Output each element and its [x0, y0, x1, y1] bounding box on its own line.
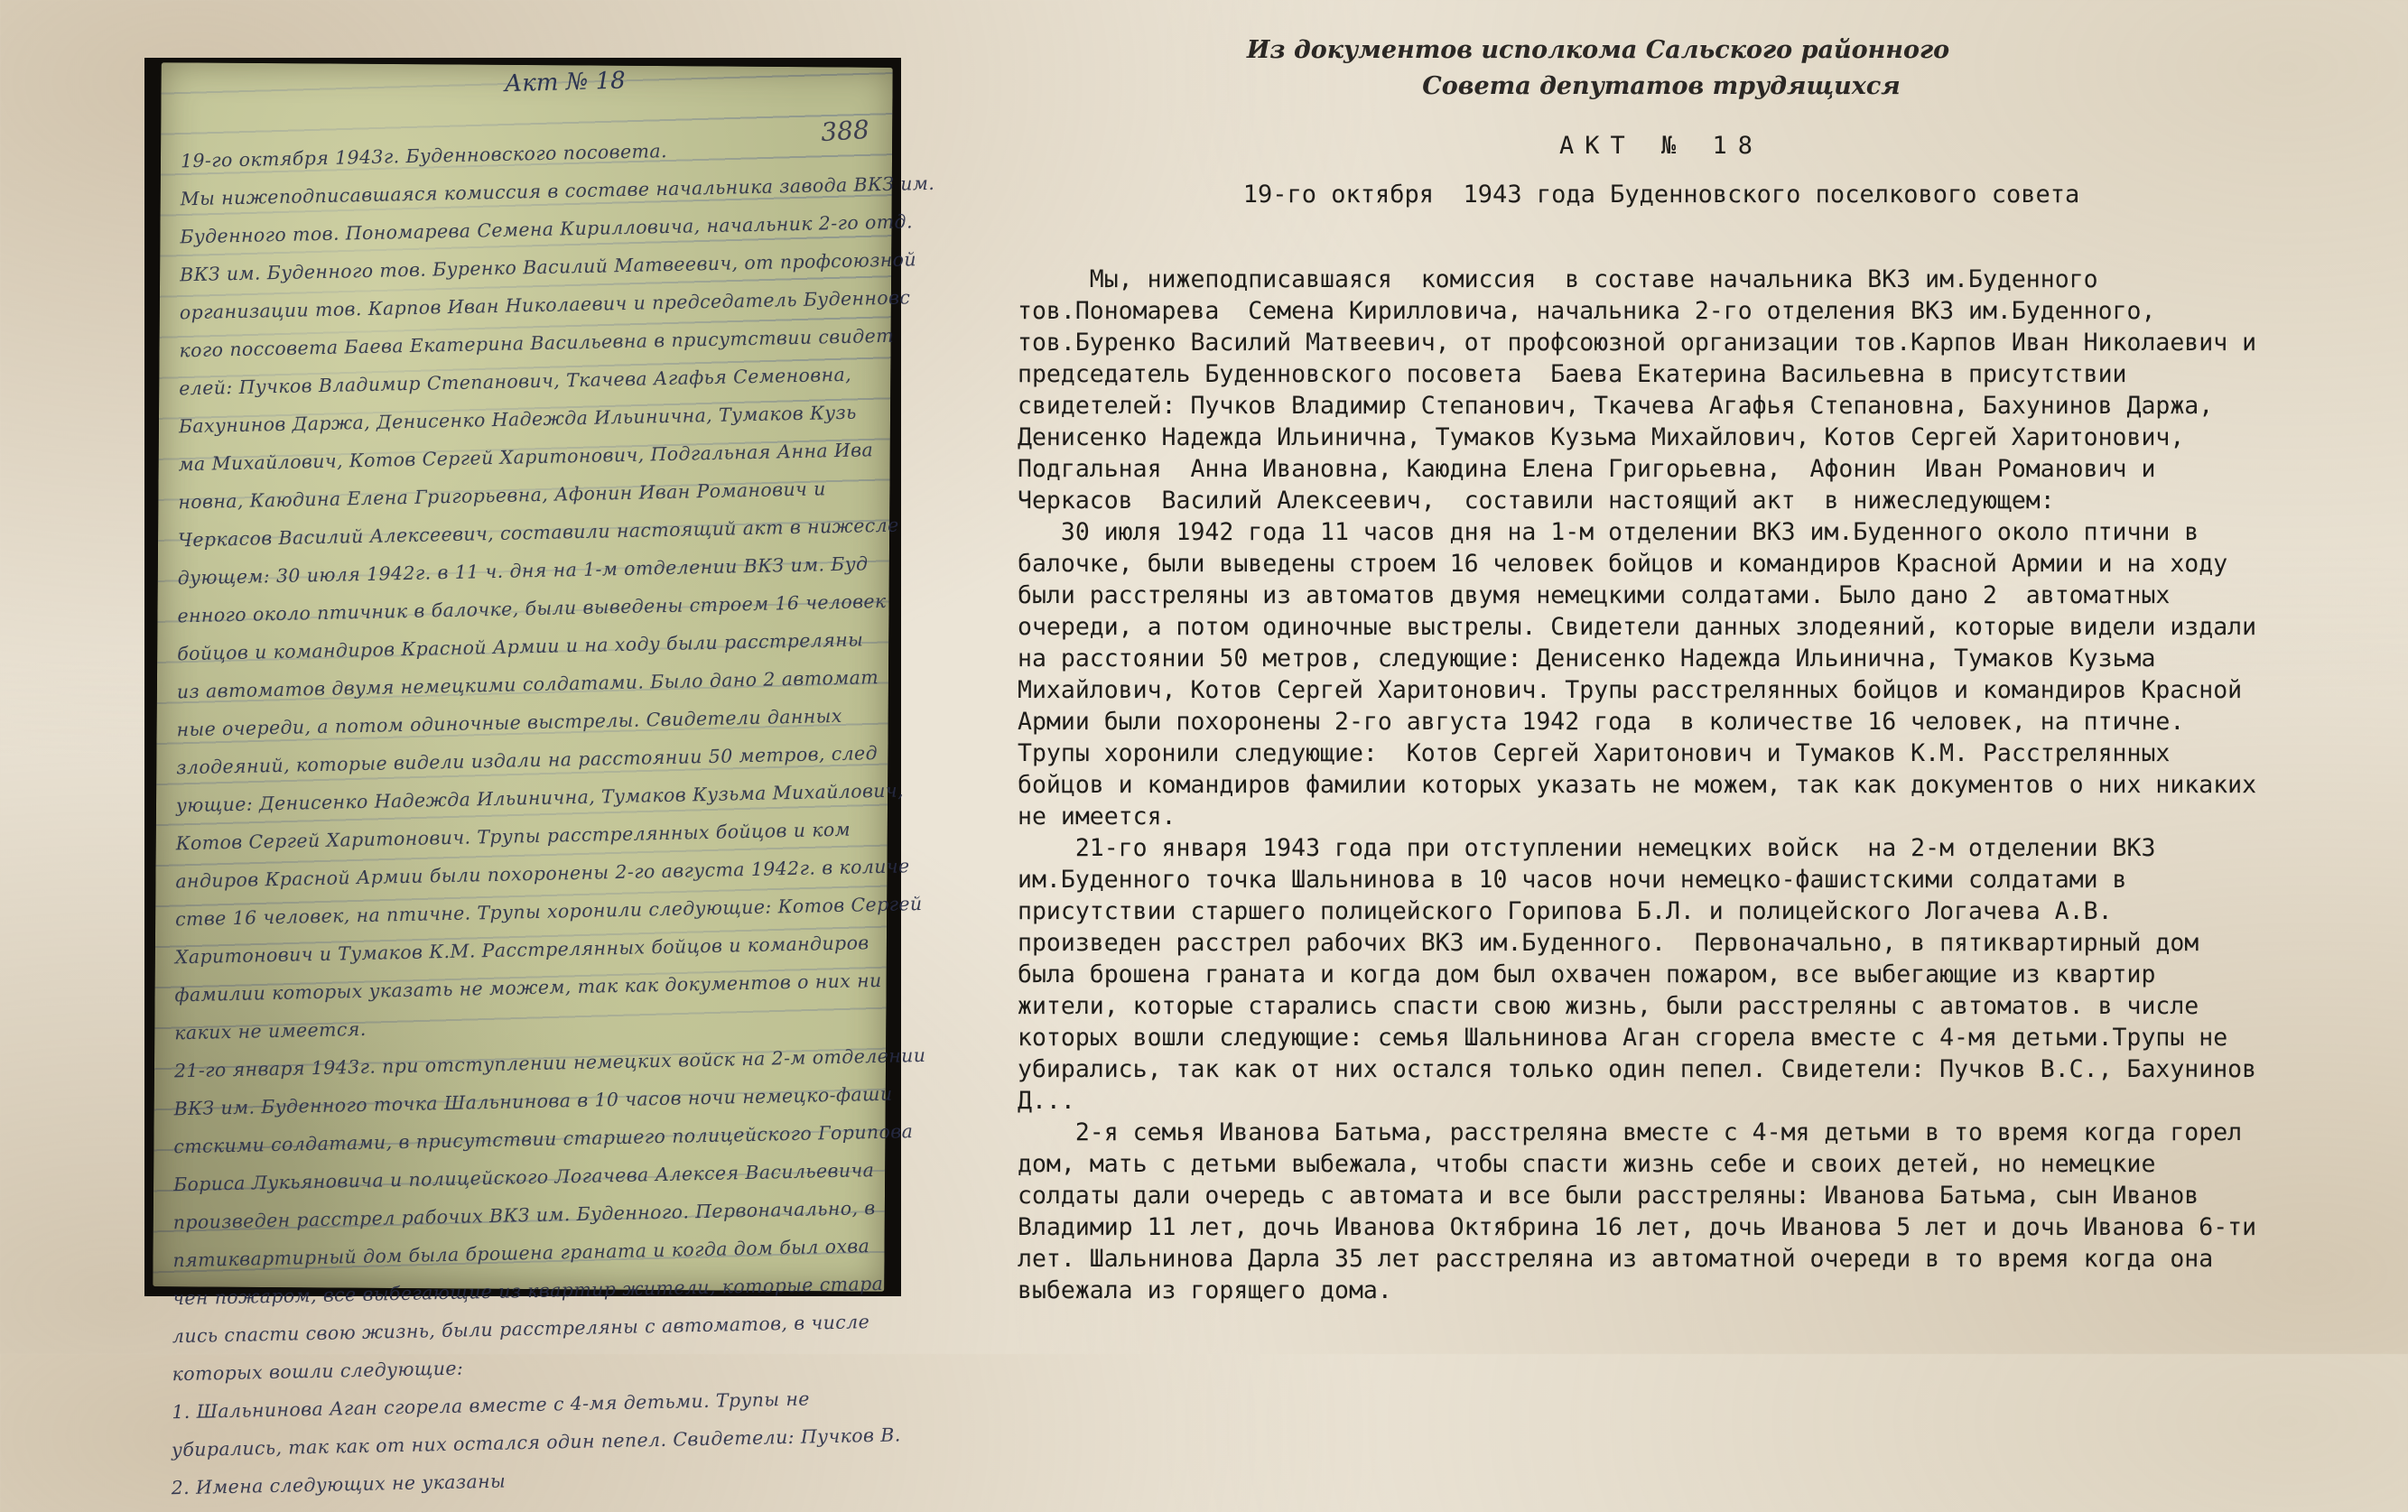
handwritten-line: которых вошли следующие: [172, 1357, 464, 1386]
handwritten-line: Черкасов Василий Алексеевич, составили настоящий акт в нижесле [177, 514, 899, 552]
handwritten-line: 1. Шальнинова Аган сгорела вместе с 4-мя детьми. Трупы не [172, 1387, 811, 1424]
transcription-line: Подгальная Анна Ивановна, Каюдина Елена Григорьевна, Афонин Иван Романович и [1018, 455, 2156, 483]
transcription-line: 2-я семья Иванова Батьма, расстреляна вместе с 4-мя детьми в то время когда горел [1018, 1118, 2243, 1146]
transcription-line: жители, которые старались спасти свою жизнь, были расстреляны с автоматов. в числе [1018, 992, 2199, 1020]
transcription-line: на расстоянии 50 метров, следующие: Денисенко Надежда Ильинична, Тумаков Кузьма [1018, 645, 2156, 673]
transcription-line: дом, мать с детьми выбежала, чтобы спасти жизнь себе и своих детей, но немецкие [1018, 1150, 2156, 1178]
handwritten-line: чен пожаром, все выбегающие из квартир жители, которые стара [172, 1272, 884, 1310]
handwritten-line: каких не имеется. [173, 1017, 367, 1044]
transcription-line: Мы, нижеподписавшаяся комиссия в составе начальника ВКЗ им.Буденного [1018, 265, 2098, 293]
handwritten-line: дующем: 30 июля 1942г. в 11 ч. дня на 1-м отделении ВКЗ им. Буд [177, 552, 869, 589]
transcription-line: тов.Буренко Василий Матвеевич, от профсоюзной организации тов.Карпов Иван Николаевич и [1018, 329, 2257, 357]
transcription-line: председатель Буденновского посовета Баева Екатерина Васильевна в присутствии [1018, 360, 2127, 388]
transcription-line: не имеется. [1018, 802, 1176, 830]
transcription-line: произведен расстрел рабочих ВКЗ им.Буденного. Первоначально, в пятиквартирный дом [1018, 929, 2199, 957]
transcription-line: очереди, а потом одиночные выстрелы. Свидетели данных злодеяний, которые видели издали [1018, 613, 2257, 641]
transcription-line: была брошена граната и когда дом был охвачен пожаром, все выбегающие из квартир [1018, 960, 2156, 988]
handwritten-line: андиров Красной Армии были похоронены 2-го августа 1942г. в количе [175, 855, 910, 893]
handwritten-line: произведен расстрел рабочих ВКЗ им. Буденного. Первоначально, в [172, 1197, 876, 1234]
handwritten-line: елей: Пучков Владимир Степанович, Ткачева Агафья Семеновна, [178, 363, 852, 400]
handwritten-line: Буденного тов. Пономарева Семена Кирилловича, начальник 2-го отд. [180, 210, 914, 248]
handwritten-line: ВКЗ им. Буденного тов. Буренко Василий Матвеевич, от профсоюзной [179, 248, 917, 286]
handwritten-line: ма Михайлович, Котов Сергей Харитонович, Подгальная Анна Ива [178, 439, 874, 476]
handwritten-line: организации тов. Карпов Иван Николаевич и председатель Буденновс [179, 286, 911, 324]
act-title: АКТ № 18 [1558, 132, 1764, 160]
transcription-line: 30 июля 1942 года 11 часов дня на 1-м отделении ВКЗ им.Буденного около птични в [1018, 518, 2199, 546]
transcription-line: тов.Пономарева Семена Кирилловича, начальника 2-го отделения ВКЗ им.Буденного, [1018, 297, 2156, 325]
transcription-line: выбежала из горящего дома. [1018, 1276, 1392, 1304]
handwritten-line: ВКЗ им. Буденного точка Шальнинова в 10 часов ночи немецко-фаши [173, 1082, 893, 1120]
transcription-line: балочке, были выведены строем 16 человек бойцов и командиров Красной Армии и на ходу [1018, 550, 2228, 578]
handwritten-line: лись спасти свою жизнь, были расстреляны с автоматов, в числе [172, 1311, 870, 1348]
transcription-line: убирались, так как от них остался только один пепел. Свидетели: Пучков В.С., Бахунинов [1018, 1055, 2257, 1083]
handwritten-line: злодеяний, которые видели издали на расстоянии 50 метров, след [176, 742, 879, 779]
transcription-line: им.Буденного точка Шальнинова в 10 часов ночи немецко-фашистскими солдатами в [1018, 866, 2127, 894]
handwritten-line: кого поссовета Баева Екатерина Васильевна в присутствии свидет [179, 324, 895, 362]
handwritten-line: Бориса Лукьяновича и полицейского Логачева Алексея Васильевича [172, 1159, 875, 1196]
transcription-line: Владимир 11 лет, дочь Иванова Октябрина 16 лет, дочь Иванова 5 лет и дочь Иванова 6-ти [1018, 1213, 2257, 1241]
transcription-line: Армии были похоронены 2-го августа 1942 года в количестве 16 человек, на птичне. [1018, 708, 2185, 736]
handwritten-line: ующие: Денисенко Надежда Ильинична, Тумаков Кузьма Михайлович, [175, 779, 905, 817]
handwritten-line: пятиквартирный дом была брошена граната и когда дом был охва [172, 1235, 870, 1272]
handwritten-line: 19-го октября 1943г. Буденновского посовета. [180, 140, 668, 172]
header-line-1: Из документов исполкома Сальского районного [1246, 36, 1950, 64]
transcription-line: солдаты дали очередь с автомата и все были расстреляны: Иванова Батьма, сын Иванов [1018, 1182, 2199, 1210]
handwritten-line: 2. Имена следующих не указаны [171, 1470, 507, 1499]
scan-paper [153, 62, 935, 1499]
transcription-line: были расстреляны из автоматов двумя немецкими солдатами. Было дано 2 автоматных [1018, 581, 2171, 609]
archive-page-number: 388 [819, 114, 870, 148]
handwritten-line: стскими солдатами, в присутствии старшего полицейского Горипова [173, 1120, 914, 1158]
handwritten-line: 21-го января 1943г. при отступлении немецких войск на 2-м отделении [173, 1044, 926, 1082]
transcription-line: Черкасов Василий Алексеевич, составили настоящий акт в нижеследующем: [1018, 487, 2055, 515]
handwritten-line: стве 16 человек, на птичне. Трупы хоронили следующие: Котов Сергей [174, 892, 923, 931]
header-line-2: Совета депутатов трудящихся [1422, 72, 1901, 100]
handwritten-line: ные очереди, а потом одиночные выстрелы. Свидетели данных [176, 704, 842, 741]
handwritten-line: енного около птичник в балочке, были выведены строем 16 человек [177, 589, 887, 627]
scan-heading: Акт № 18 [504, 67, 627, 98]
transcription-line: лет. Шальнинова Дарла 35 лет расстреляна из автоматной очереди в то время когда она [1018, 1245, 2214, 1273]
handwritten-line: Мы нижеподписавшаяся комиссия в составе начальника завода ВКЗ им. [180, 172, 935, 210]
handwritten-document-scan [144, 58, 935, 1499]
transcription-line: Д... [1018, 1087, 1075, 1115]
transcription-line: Михайлович, Котов Сергей Харитонович. Трупы расстрелянных бойцов и командиров Красной [1018, 676, 2243, 704]
handwritten-line: из автоматов двумя немецкими солдатами. Было дано 2 автомат [176, 666, 879, 703]
handwritten-text [171, 140, 935, 1512]
transcription-line: Денисенко Надежда Ильинична, Тумаков Кузьма Михайлович, Котов Сергей Харитонович, [1018, 423, 2185, 451]
handwritten-line: убирались, так как от них остался один пепел. Свидетели: Пучков В. [171, 1424, 901, 1461]
transcription-line: 21-го января 1943 года при отступлении немецких войск на 2-м отделении ВКЗ [1018, 834, 2156, 862]
handwritten-line: фамилии которых указать не можем, так как документов о них ни [174, 969, 882, 1006]
transcription-line: присутствии старшего полицейского Горипова Б.Л. и полицейского Логачева А.В. [1018, 897, 2113, 925]
handwritten-line: Котов Сергей Харитонович. Трупы расстрелянных бойцов и ком [175, 818, 851, 855]
transcription-line: бойцов и командиров фамилии которых указать не можем, так как документов о них никаких [1018, 771, 2257, 799]
handwritten-line: новна, Каюдина Елена Григорьевна, Афонин Иван Романович и [178, 478, 826, 514]
transcription-line: свидетелей: Пучков Владимир Степанович, Ткачева Агафья Степановна, Бахунинов Даржа, [1018, 392, 2214, 420]
transcription-body [1018, 264, 2300, 1306]
handwritten-line: Харитонович и Тумаков К.М. Расстрелянных бойцов и командиров [174, 932, 869, 969]
transcription-line: Трупы хоронили следующие: Котов Сергей Харитонович и Тумаков К.М. Расстрелянных [1018, 739, 2171, 767]
act-subtitle: 19-го октября 1943 года Буденновского поселкового совета [1242, 181, 2080, 209]
transcription-line: которых вошли следующие: семья Шальнинова Аган сгорела вместе с 4-мя детьми.Трупы не [1018, 1024, 2228, 1052]
handwritten-line: бойцов и командиров Красной Армии и на ходу были расстреляны [176, 628, 864, 665]
handwritten-line: Бахунинов Даржа, Денисенко Надежда Ильинична, Тумаков Кузь [178, 401, 857, 438]
